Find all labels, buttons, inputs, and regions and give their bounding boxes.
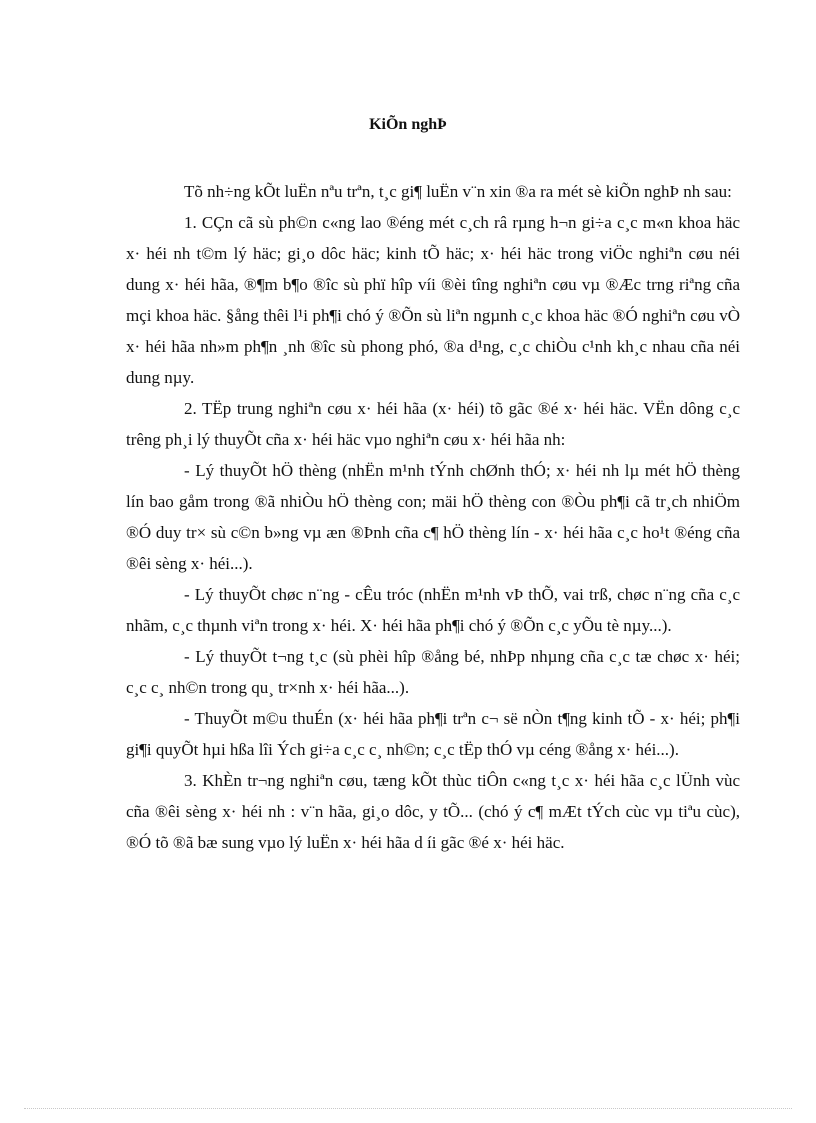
paragraph-3: 3. KhÈn tr¬ng nghiªn cøu, tæng kÕt thùc tiÔn c«ng t¸c x· héi hãa c¸c lÜnh vùc cña ®êi sèng x· héi nh : v¨n hãa, gi¸o dôc, y tÕ... (chó ý c¶ mÆt tÝch cùc vµ tiªu cùc), ®Ó tõ ®ã bæ sung vµo lý luËn x· héi hãa d íi gãc ®é x· héi häc.: [126, 771, 740, 852]
paragraph-conflict-theory: - ThuyÕt m©u thuÉn (x· héi hãa ph¶i trªn c¬ së nÒn t¶ng kinh tÕ - x· héi; ph¶i gi¶i quyÕt hµi hßa lîi Ých gi÷a c¸c c¸ nh©n; c¸c tËp thÓ vµ céng ®ång x· héi...).: [126, 709, 740, 759]
document-body: [126, 176, 740, 858]
paragraph-intro: Tõ nh÷ng kÕt luËn nªu trªn, t¸c gi¶ luËn v¨n xin ®a ra mét sè kiÕn nghÞ nh sau:: [184, 182, 732, 201]
page-title: KiÕn nghÞ: [369, 116, 447, 133]
paragraph-1: 1. CÇn cã sù ph©n c«ng lao ®éng mét c¸ch râ rµng h¬n gi÷a c¸c m«n khoa häc x· héi nh t©m lý häc; gi¸o dôc häc; kinh tÕ häc; x· héi häc trong viÖc nghiªn cøu néi dung x· héi hãa, ®¶m b¶o ®îc sù phï hîp víi ®èi tîng nghiªn cøu vµ ®Æc trng riªng cña mçi khoa häc. §ång thêi l¹i ph¶i chó ý ®Õn sù liªn ngµnh c¸c khoa häc ®Ó nghiªn cøu vÒ x· héi hãa nh»m ph¶n ¸nh ®îc sù phong phó, ®a d¹ng, c¸c chiÒu c¹nh kh¸c nhau cña néi dung nµy.: [126, 213, 740, 387]
paragraph-function-structure-theory: - Lý thuyÕt chøc n¨ng - cÊu tróc (nhËn m¹nh vÞ thÕ, vai trß, chøc n¨ng cña c¸c nhãm, c¸c thµnh viªn trong x· héi. X· héi hãa ph¶i chó ý ®Õn c¸c yÕu tè nµy...).: [126, 585, 740, 635]
paragraph-system-theory: - Lý thuyÕt hÖ thèng (nhËn m¹nh tÝnh chØnh thÓ; x· héi nh lµ mét hÖ thèng lín bao gåm trong ®ã nhiÒu hÖ thèng con; mäi hÖ thèng con ®Òu ph¶i cã tr¸ch nhiÖm ®Ó duy tr× sù c©n b»ng vµ æn ®Þnh cña c¶ hÖ thèng lín - x· héi hãa c¸c ho¹t ®éng cña ®êi sèng x· héi...).: [126, 461, 740, 573]
paragraph-interaction-theory: - Lý thuyÕt t¬ng t¸c (sù phèi hîp ®ång bé, nhÞp nhµng cña c¸c tæ chøc x· héi; c¸c c¸ nh©n trong qu¸ tr×nh x· héi hãa...).: [126, 647, 740, 697]
page-bottom-divider: [24, 1108, 792, 1109]
paragraph-2: 2. TËp trung nghiªn cøu x· héi hãa (x· héi) tõ gãc ®é x· héi häc. VËn dông c¸c trêng ph¸i lý thuyÕt cña x· héi häc vµo nghiªn cøu x· héi hãa nh:: [126, 399, 740, 449]
